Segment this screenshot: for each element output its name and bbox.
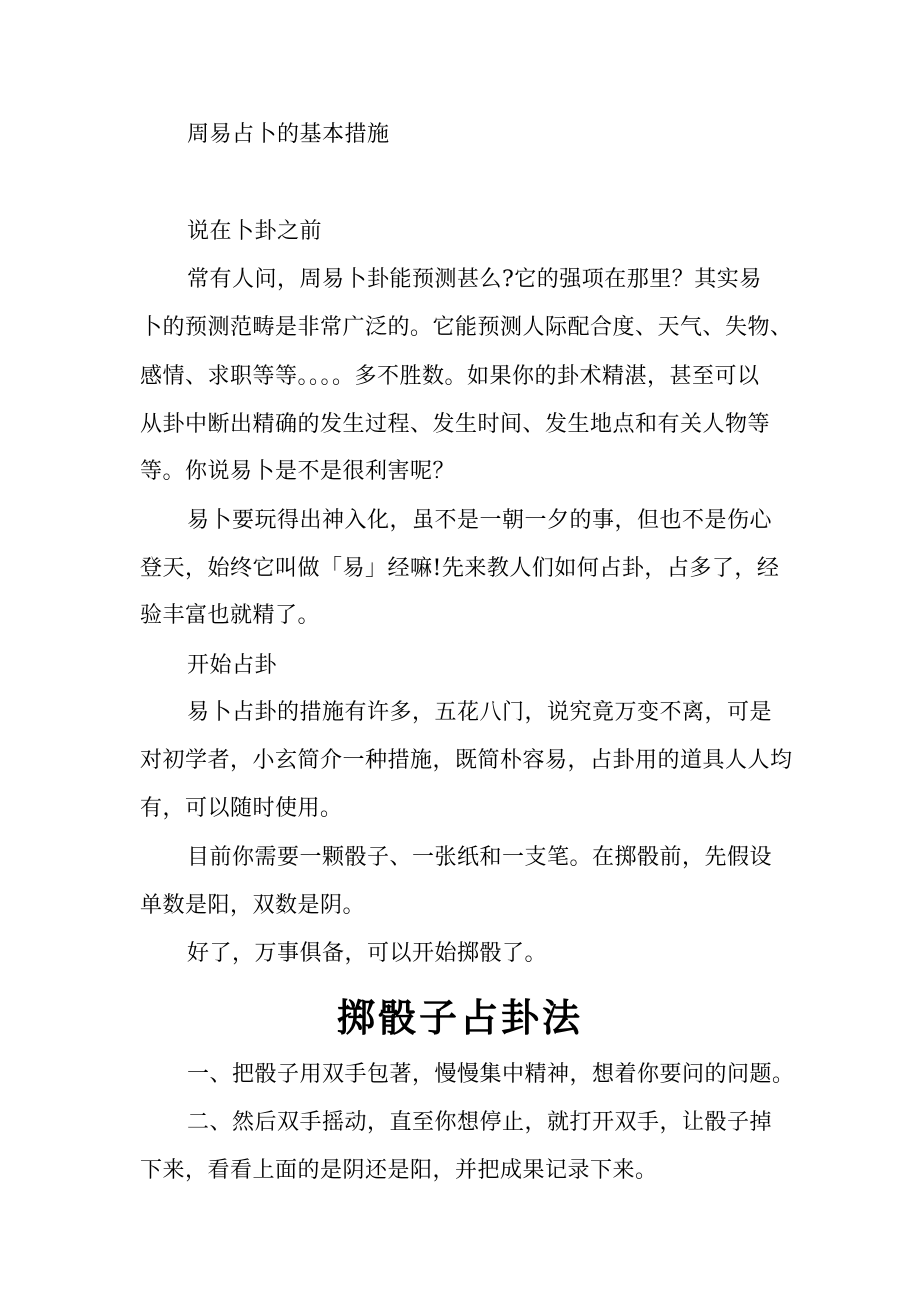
paragraph-3-line-1: 易卜占卦的措施有许多，五花八门，说究竟万变不离，可是	[187, 700, 773, 725]
paragraph-4-line-1: 目前你需要一颗骰子、一张纸和一支笔。在掷骰前，先假设	[187, 845, 773, 870]
paragraph-1-line-1: 常有人问，周易卜卦能预测甚么?它的强项在那里？其实易	[187, 267, 762, 292]
section-title-start-divination: 开始占卦	[187, 653, 278, 678]
paragraph-1-line-2: 卜的预测范畴是非常广泛的。它能预测人际配合度、天气、失物、	[140, 315, 793, 340]
document-title: 周易占卜的基本措施	[187, 122, 390, 147]
paragraph-4-line-2: 单数是阳，双数是阴。	[140, 893, 366, 918]
paragraph-2-line-1: 易卜要玩得出神入化，虽不是一朝一夕的事，但也不是伤心	[187, 508, 773, 533]
paragraph-1-line-3: 感情、求职等等。。。。多不胜数。如果你的卦术精湛，甚至可以	[140, 364, 760, 389]
paragraph-3-line-2: 对初学者，小玄简介一种措施，既简朴容易，占卦用的道具人人均	[140, 748, 793, 773]
paragraph-2-line-3: 验丰富也就精了。	[140, 603, 321, 628]
paragraph-2-line-2: 登天，始终它叫做「易」经嘛!先来教人们如何占卦，占多了，经	[140, 556, 780, 581]
paragraph-5: 好了，万事俱备，可以开始掷骰了。	[187, 941, 548, 966]
dice-divination-heading: 掷骰子占卦法	[336, 996, 583, 1040]
step-1: 一、把骰子用双手包著，慢慢集中精神，想着你要问的问题。	[187, 1062, 795, 1087]
paragraph-1-line-4: 从卦中断出精确的发生过程、发生时间、发生地点和有关人物等	[140, 412, 771, 437]
step-2-line-1: 二、然后双手摇动，直至你想停止，就打开双手，让骰子掉	[187, 1110, 773, 1135]
paragraph-3-line-3: 有，可以随时使用。	[140, 796, 343, 821]
step-2-line-2: 下来，看看上面的是阴还是阳，并把成果记录下来。	[140, 1158, 658, 1183]
paragraph-1-line-5: 等。你说易卜是不是很利害呢？	[140, 459, 456, 484]
section-title-before-divination: 说在卜卦之前	[187, 219, 323, 244]
